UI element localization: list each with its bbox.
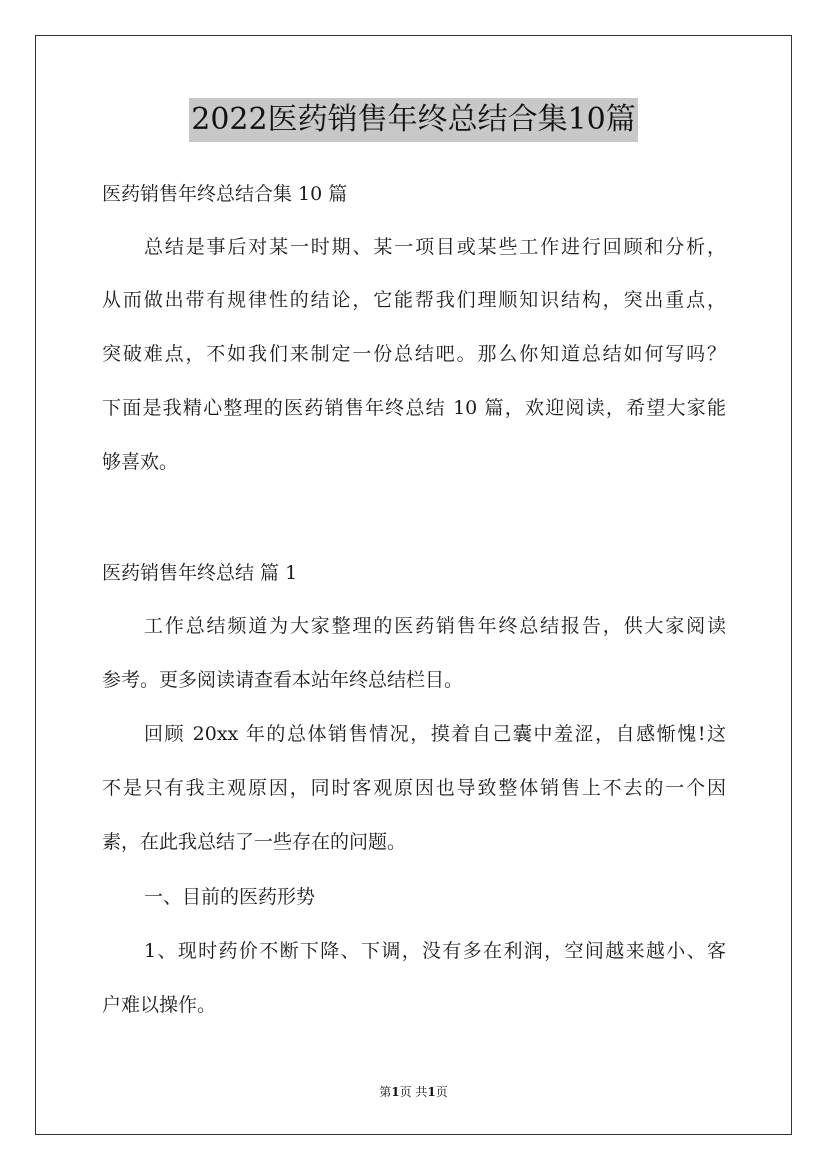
para1-line-2: 参考。更多阅读请查看本站年终总结栏目。 — [102, 669, 464, 691]
intro-line-1: 总结是事后对某一时期、某一项目或某些工作进行回顾和分析， — [144, 236, 726, 258]
footer-prefix: 第 — [379, 1085, 392, 1099]
page-footer — [0, 1084, 827, 1100]
document-title: 2022医药销售年终总结合集10篇 — [189, 98, 638, 142]
para1-line-1: 工作总结频道为大家整理的医药销售年终总结报告，供大家阅读 — [144, 615, 726, 637]
intro-line-3: 突破难点，不如我们来制定一份总结吧。那么你知道总结如何写吗？ — [102, 343, 726, 365]
intro-line-2: 从而做出带有规律性的结论，它能帮我们理顺知识结构，突出重点， — [102, 289, 726, 311]
footer-mid: 页 共 — [399, 1085, 428, 1099]
title-wrapper — [0, 98, 827, 142]
footer-suffix: 页 — [435, 1085, 448, 1099]
footer-page-total: 1 — [427, 1085, 436, 1099]
para2-line-2: 不是只有我主观原因，同时客观原因也导致整体销售上不去的一个因 — [102, 777, 726, 799]
intro-line-5: 够喜欢。 — [102, 451, 179, 473]
para2-line-1: 回顾 20xx 年的总体销售情况，摸着自己囊中羞涩，自感惭愧!这 — [144, 723, 726, 745]
intro-line-4: 下面是我精心整理的医药销售年终总结 10 篇，欢迎阅读，希望大家能 — [102, 397, 726, 419]
item1-line-2: 户难以操作。 — [102, 994, 217, 1016]
document-subtitle: 医药销售年终总结合集 10 篇 — [102, 183, 348, 205]
item1-line-1: 1、现时药价不断下降、下调，没有多在利润，空间越来越小、客 — [144, 940, 726, 962]
para2-line-3: 素，在此我总结了一些存在的问题。 — [102, 831, 407, 853]
subheading: 一、目前的医药形势 — [144, 886, 316, 908]
footer-page-current: 1 — [391, 1085, 400, 1099]
section-heading: 医药销售年终总结 篇 1 — [102, 562, 298, 584]
